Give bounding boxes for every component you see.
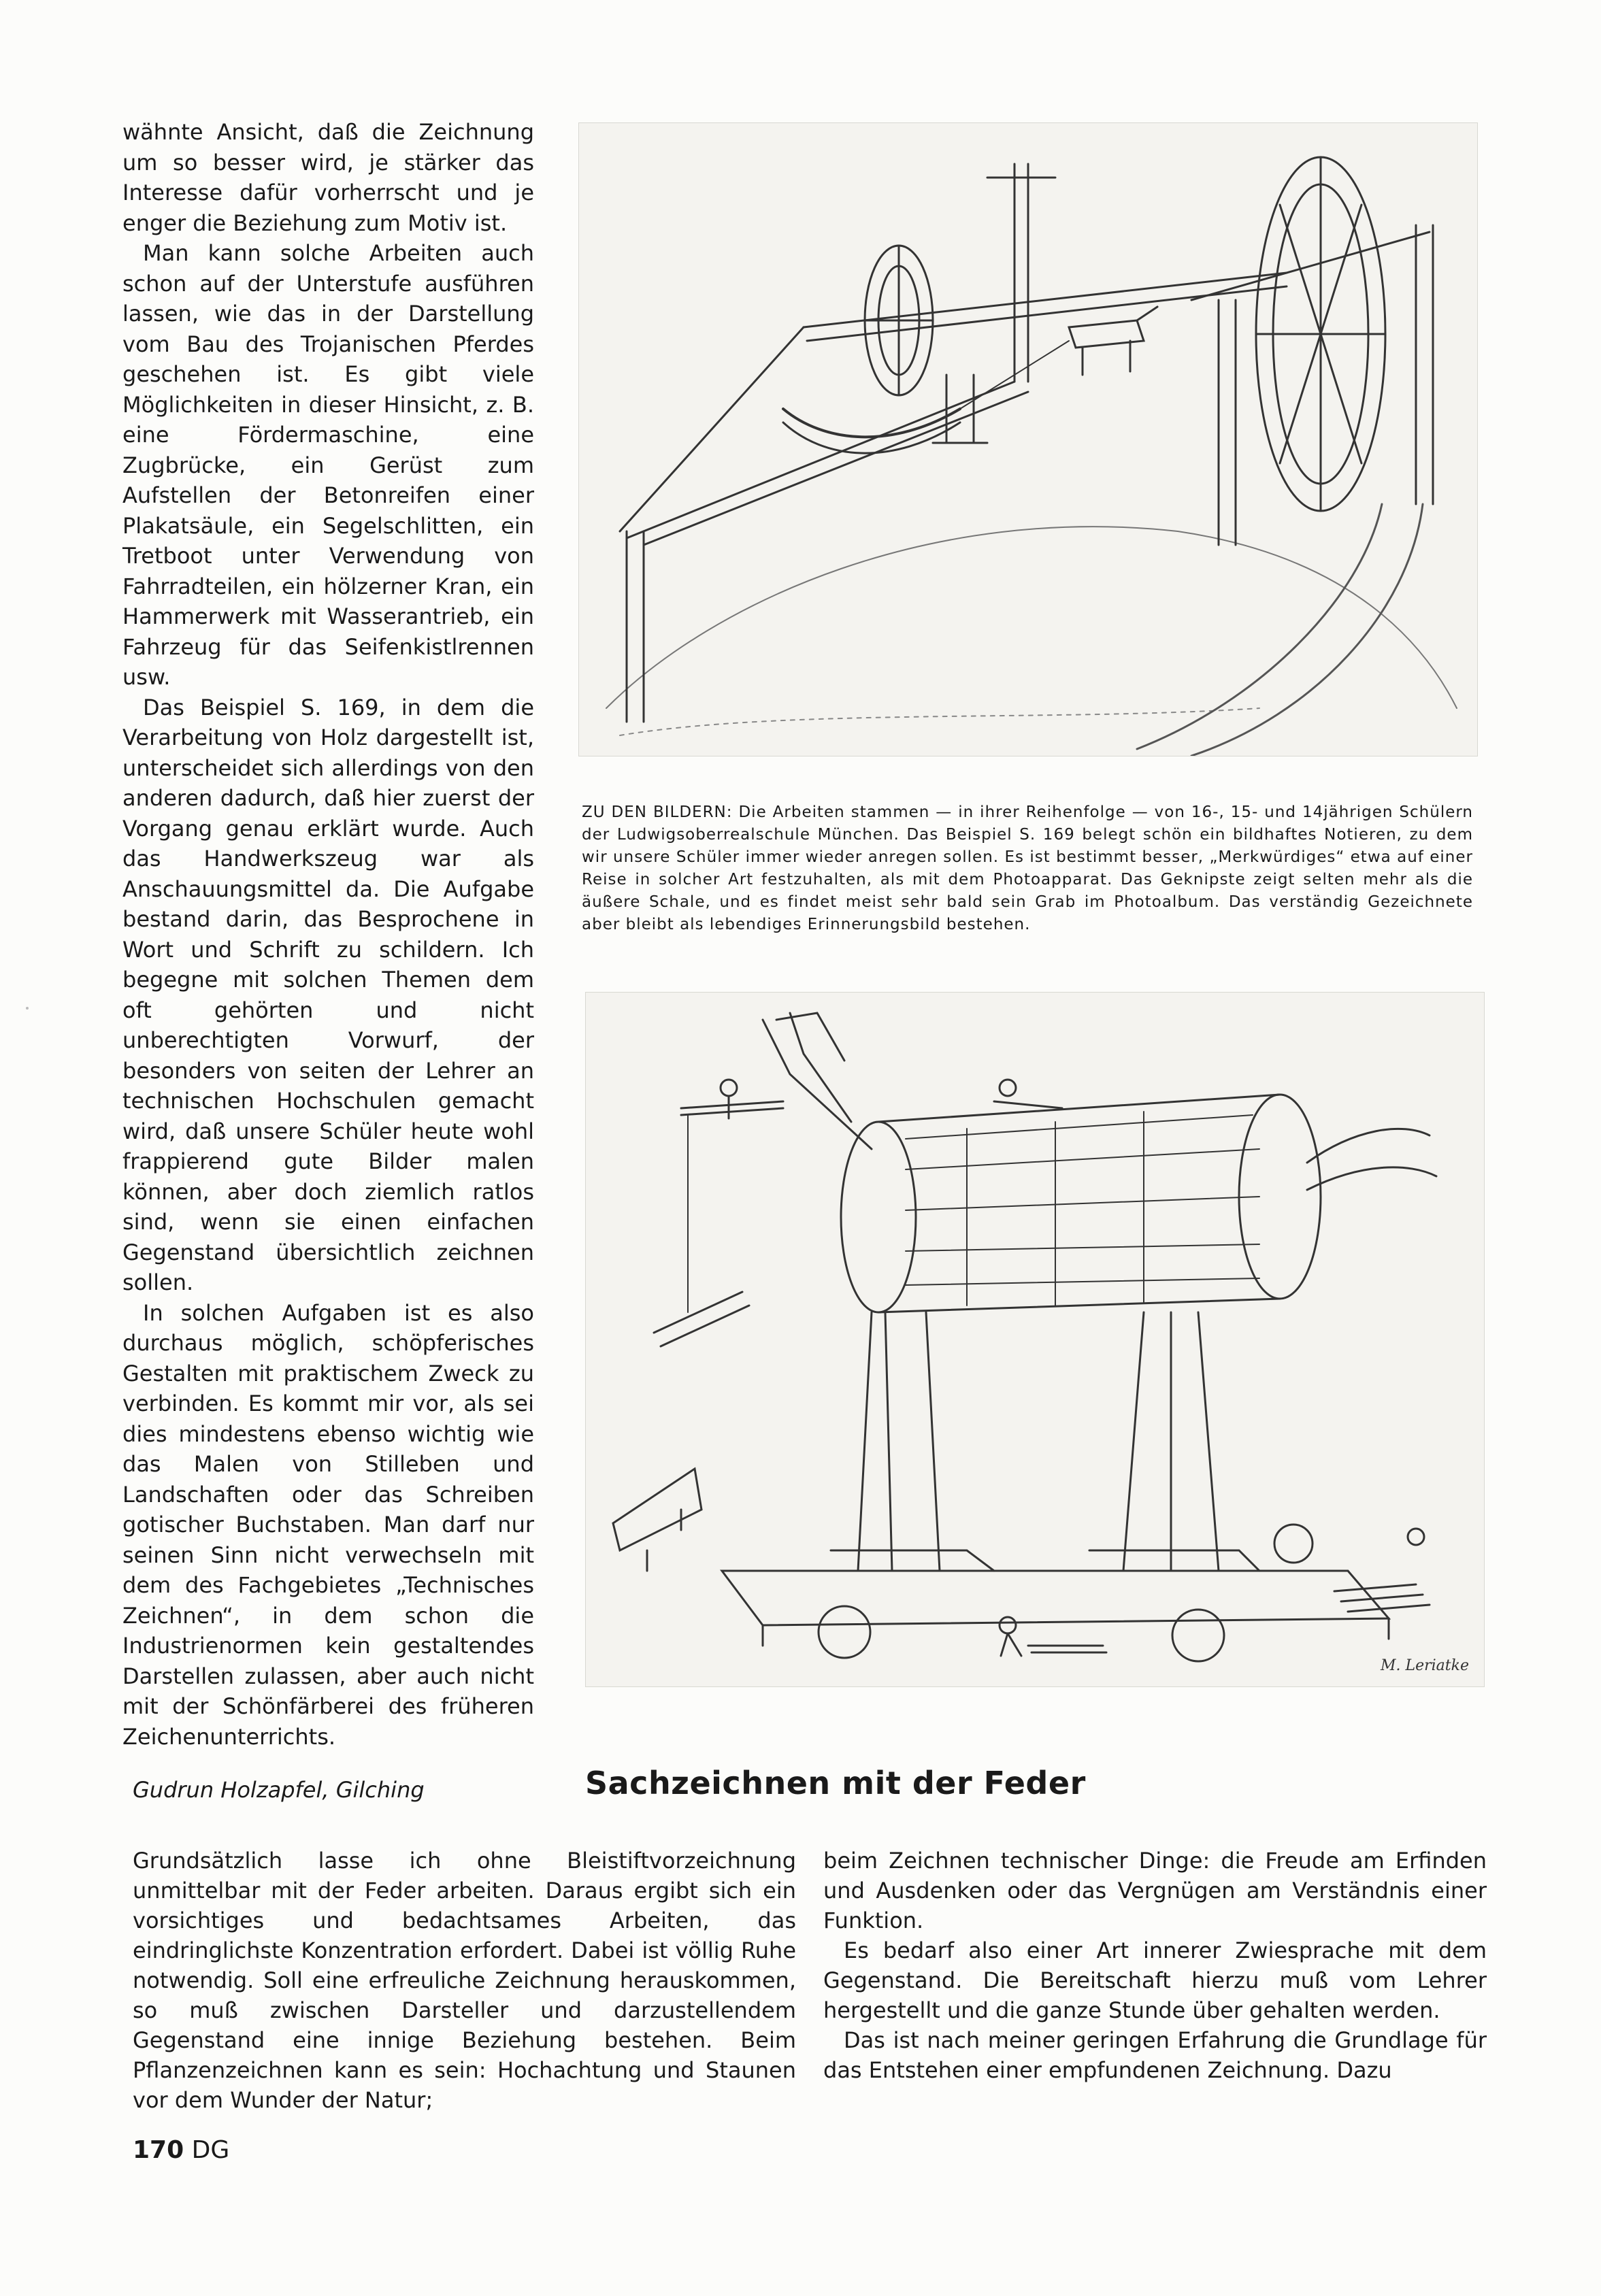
figure-waterwheel-drawing <box>578 122 1478 756</box>
figure-trojan-horse-drawing <box>585 992 1485 1687</box>
paragraph: Es bedarf also einer Art innerer Zwiesprache mit dem Gegenstand. Die Bereitschaft hierzu muß vom Lehrer hergestellt und die ganze Stunde über gehalten werden. <box>823 1937 1487 2023</box>
journal-abbrev: DG <box>191 2136 230 2164</box>
paragraph: wähnte Ansicht, daß die Zeichnung um so besser wird, je stärker das Interesse dafür vorherrscht und je enger die Beziehung zum Motiv ist. <box>122 119 534 236</box>
page-number: 170 <box>133 2136 184 2164</box>
margin-mark <box>26 1007 29 1010</box>
paragraph: Das ist nach meiner geringen Erfahrung die Grundlage für das Entstehen einer empfundenen Zeichnung. Dazu <box>823 2027 1487 2083</box>
waterwheel-illustration <box>579 123 1477 756</box>
page-folio <box>133 2136 229 2164</box>
article-right-column <box>823 1846 1487 2085</box>
paragraph: Man kann solche Arbeiten auch schon auf der Unterstufe ausführen lassen, wie das in der Darstellung vom Bau des Trojanischen Pferdes geschehen ist. Es gibt viele Möglichkeiten in dieser Hinsicht, z. B. eine Fördermaschine, eine Zugbrücke, ein Gerüst zum Aufstellen der Betonreifen einer Plakatsäule, ein Segelschlitten, ein Tretboot unter Verwendung von Fahrradteilen, ein hölzerner Kran, ein Hammerwerk mit Wasserantrieb, ein Fahrzeug für das Seifenkistlrennen usw. <box>122 240 534 690</box>
paragraph: Das Beispiel S. 169, in dem die Verarbeitung von Holz dargestellt ist, unterscheidet sich allerdings von den anderen dadurch, daß hier zuerst der Vorgang genau erklärt wurde. Auch das Handwerkszeug war als Anschauungsmittel da. Die Aufgabe bestand darin, das Besprochene in Wort und Schrift zu schildern. Ich begegne mit solchen Themen dem oft gehörten und nicht unberechtigten Vorwurf, der besonders von seiten der Lehrer an technischen Hochschulen gemacht wird, daß unsere Schüler heute wohl frappierend gute Bilder malen können, aber doch ziemlich ratlos sind, wenn sie einen einfachen Gegenstand übersichtlich zeichnen sollen. <box>122 694 534 1295</box>
trojan-horse-illustration <box>586 993 1484 1686</box>
article-left-column <box>133 1846 796 2115</box>
article-title: Sachzeichnen mit der Feder <box>585 1765 1086 1801</box>
left-column-text <box>122 117 534 1752</box>
paragraph: Grundsätzlich lasse ich ohne Bleistiftvorzeichnung unmittelbar mit der Feder arbeiten. Daraus ergibt sich ein vorsichtiges und bedachtsames Arbeiten, das eindringlichste Konzentration erfordert. Dabei ist völlig Ruhe notwendig. Soll eine erfreuliche Zeichnung herauskommen, so muß zwischen Darsteller und darzustellendem Gegenstand eine innige Beziehung bestehen. Beim Pflanzenzeichnen kann es sein: Hochachtung und Staunen vor dem Wunder der Natur; <box>133 1848 796 2113</box>
figure-caption: ZU DEN BILDERN: Die Arbeiten stammen — in ihrer Reihenfolge — von 16-, 15- und 14jährigen Schülern der Ludwigsoberrealschule München. Das Beispiel S. 169 belegt schön ein bildhaftes Notieren, zu dem wir unsere Schüler immer wieder anregen sollen. Es ist bestimmt besser, „Merkwürdiges“ etwa auf einer Reise in solcher Art festzuhalten, als mit dem Photoapparat. Das Geknipste zeigt selten mehr als die äußere Schale, und es findet meist sehr bald sein Grab im Photoalbum. Das verständig Gezeichnete aber bleibt als lebendiges Erinnerungsbild bestehen. <box>582 803 1473 933</box>
artist-signature: M. Leriatke <box>1380 1657 1469 1674</box>
paragraph: beim Zeichnen technischer Dinge: die Freude am Erfinden und Ausdenken oder das Vergnügen am Verständnis einer Funktion. <box>823 1848 1487 1933</box>
article-byline: Gudrun Holzapfel, Gilching <box>133 1777 425 1803</box>
paragraph: In solchen Aufgaben ist es also durchaus möglich, schöpferisches Gestalten mit praktischem Zweck zu verbinden. Es kommt mir vor, als sei dies mindestens ebenso wichtig wie das Malen von Stilleben und Landschaften oder das Schreiben gotischer Buchstaben. Man darf nur seinen Sinn nicht verwechseln mit dem des Fachgebietes „Technisches Zeichnen“, in dem schon die Industrienormen kein gestaltendes Darstellen zulassen, aber auch nicht mit der Schönfärberei des früheren Zeichenunterrichts. <box>122 1299 534 1750</box>
